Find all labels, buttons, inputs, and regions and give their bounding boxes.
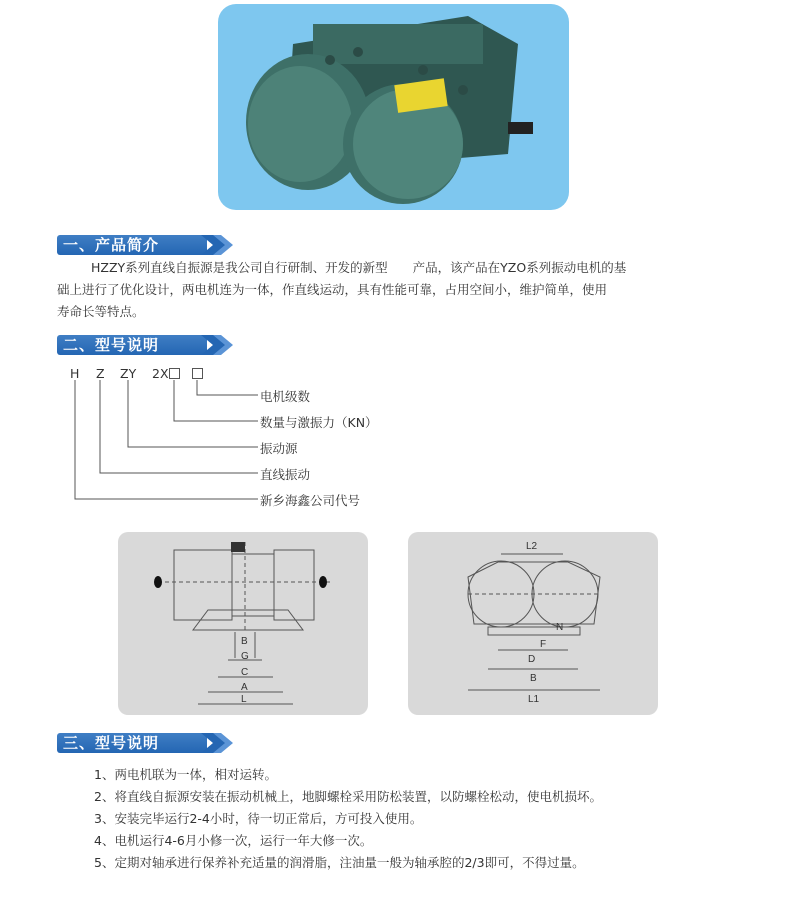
dim-a: A	[241, 682, 248, 693]
legend-poles: 电机级数	[260, 389, 311, 404]
code-leader-lines	[60, 378, 260, 508]
code-letter-z: Z	[96, 366, 105, 381]
legend-linear: 直线振动	[260, 467, 311, 482]
drawing-front-view	[408, 532, 658, 715]
dim-l: L	[241, 694, 247, 705]
code-letter-h: H	[70, 366, 80, 381]
product-photo	[218, 4, 569, 210]
paragraph-line: HZZY系列直线自振源是我公司自行研制、开发的新型 产品，该产品在YZO系列振动电机的基	[91, 260, 627, 275]
paragraph-line: 础上进行了优化设计，两电机连为一体，作直线运动，具有性能可靠，占用空间小，维护简单，使用	[57, 282, 608, 297]
legend-force: 数量与激振力（KN）	[260, 415, 378, 430]
legend-company: 新乡海鑫公司代号	[260, 493, 361, 508]
drawing-side-view	[118, 532, 368, 715]
dim-n: N	[556, 622, 564, 633]
section3-banner	[57, 731, 237, 755]
dim-b: B	[530, 673, 537, 684]
dim-g: G	[241, 651, 249, 662]
dim-b: B	[241, 636, 248, 647]
section1-title: 一、产品简介	[63, 236, 160, 254]
note-item: 4、电机运行4-6月小修一次，运行一年大修一次。	[94, 833, 373, 848]
dim-d: D	[528, 654, 536, 665]
motor-illustration	[218, 4, 569, 210]
legend-source: 振动源	[260, 441, 298, 456]
code-letter-zy: ZY	[120, 366, 137, 381]
note-item: 2、将直线自振源安装在振动机械上，地脚螺栓采用防松装置，以防螺栓松动，使电机损坏。	[94, 789, 602, 804]
front-view-sketch	[408, 532, 658, 715]
note-item: 5、定期对轴承进行保养补充适量的润滑脂，注油量一般为轴承腔的2/3即可，不得过量。	[94, 855, 585, 870]
section1-banner	[57, 233, 237, 257]
code-letter-2x: 2X	[152, 366, 169, 381]
dim-c: C	[241, 667, 249, 678]
dim-l2: L2	[526, 541, 538, 552]
dim-f: F	[540, 639, 547, 650]
chevron-right-icon	[197, 233, 237, 257]
section2-title: 二、型号说明	[63, 336, 160, 354]
dim-l1: L1	[528, 694, 540, 705]
chevron-right-icon	[197, 731, 237, 755]
section3-title: 三、型号说明	[63, 734, 160, 752]
paragraph-line: 寿命长等特点。	[57, 304, 145, 319]
section1-paragraph	[57, 257, 717, 323]
note-item: 1、两电机联为一体，相对运转。	[94, 767, 277, 782]
section2-banner	[57, 333, 237, 357]
chevron-right-icon	[197, 333, 237, 357]
note-item: 3、安装完毕运行2-4小时，待一切正常后，方可投入使用。	[94, 811, 423, 826]
side-view-sketch	[118, 532, 368, 715]
